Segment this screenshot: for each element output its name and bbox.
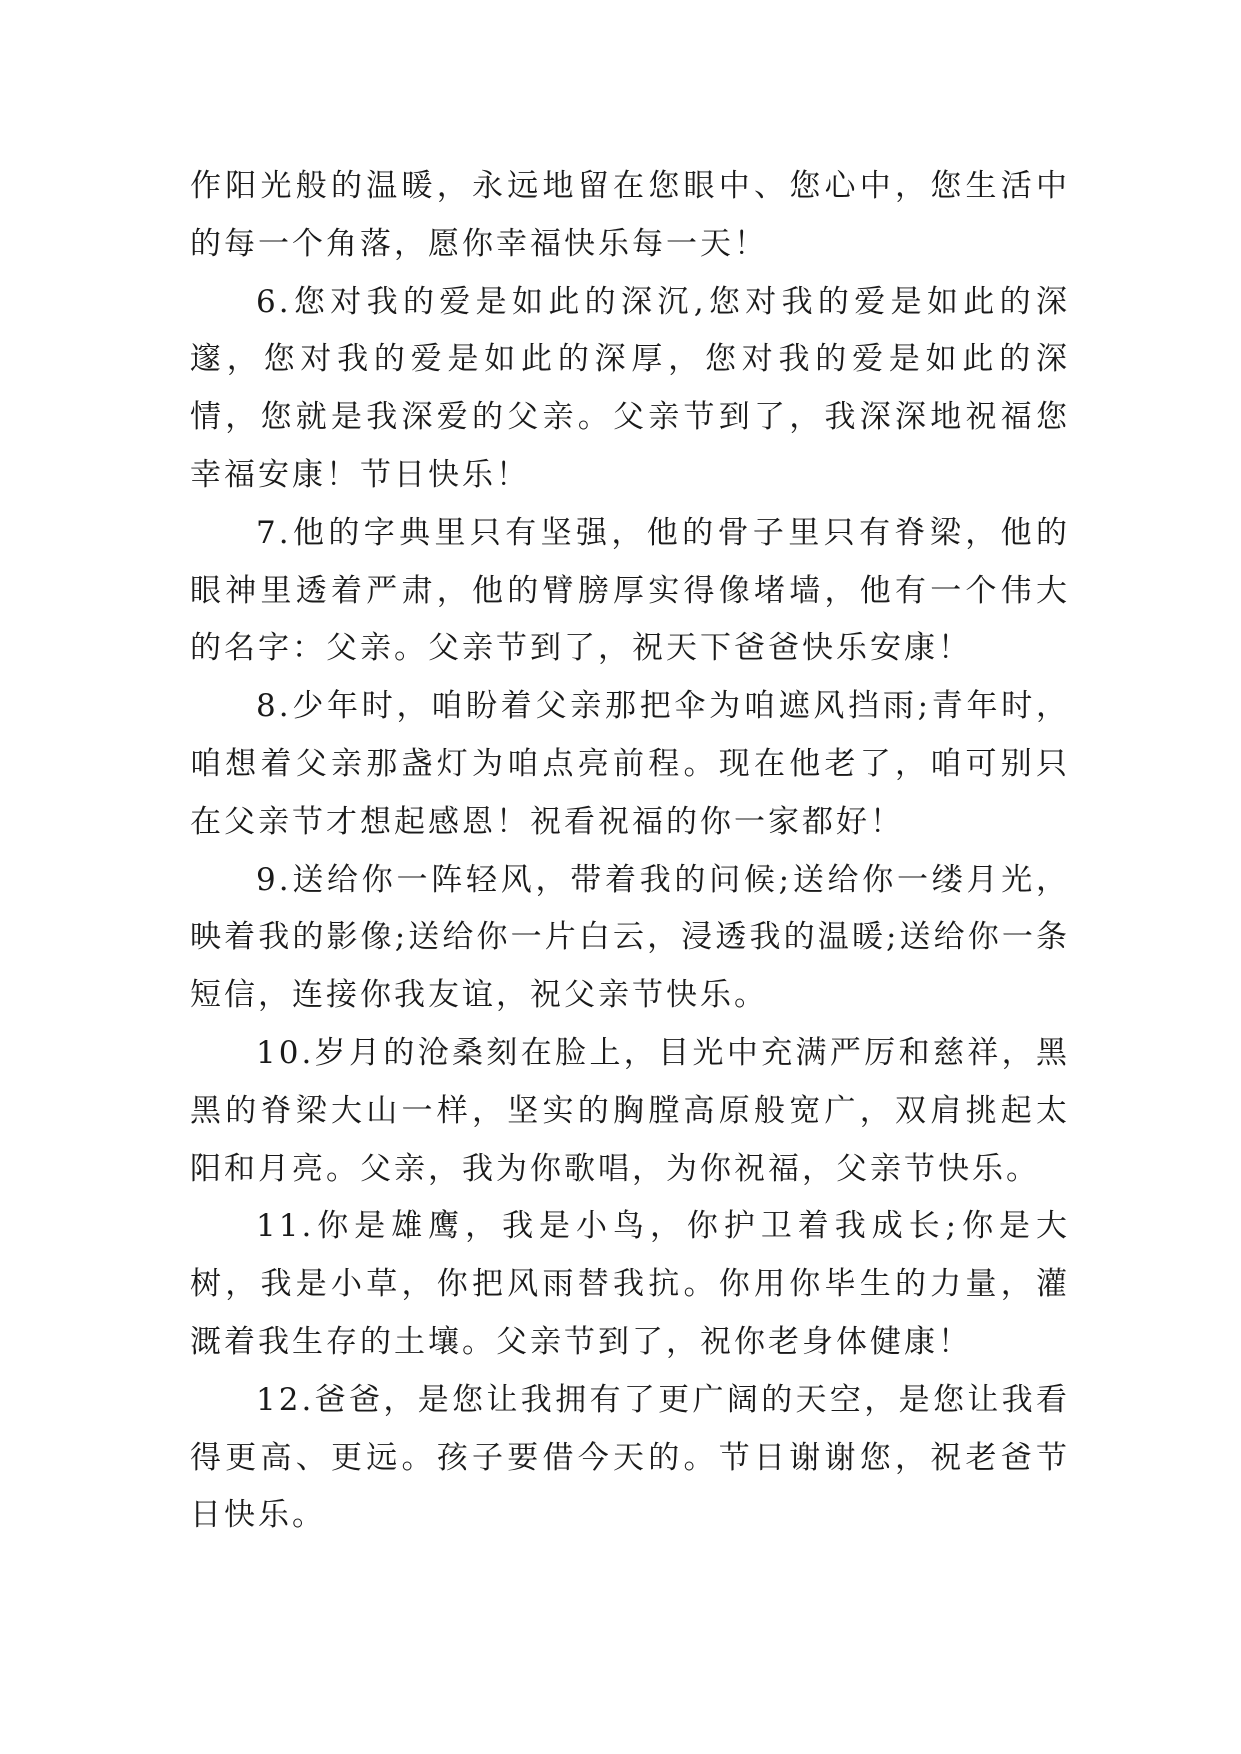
paragraph-12: 12.爸爸，是您让我拥有了更广阔的天空，是您让我看得更高、更远。孩子要借今天的。节日谢谢您，祝老爸节日快乐。 (190, 1381, 1070, 1534)
paragraph-5-continued: 作阳光般的温暖，永远地留在您眼中、您心中，您生活中的每一个角落，愿你幸福快乐每一天！ (190, 168, 1070, 262)
paragraph-11: 11.你是雄鹰，我是小鸟，你护卫着我成长;你是大树，我是小草，你把风雨替我抗。你用你毕生的力量，灌溉着我生存的土壤。父亲节到了，祝你老身体健康！ (190, 1208, 1070, 1360)
paragraph-10: 10.岁月的沧桑刻在脸上，目光中充满严厉和慈祥，黑黑的脊梁大山一样，坚实的胸膛高原般宽广，双肩挑起太阳和月亮。父亲，我为你歌唱，为你祝福，父亲节快乐。 (190, 1034, 1070, 1187)
paragraph-6: 6.您对我的爱是如此的深沉,您对我的爱是如此的深邃，您对我的爱是如此的深厚，您对我的爱是如此的深情，您就是我深爱的父亲。父亲节到了，我深深地祝福您幸福安康！节日快乐！ (190, 283, 1070, 493)
paragraph-8: 8.少年时，咱盼着父亲那把伞为咱遮风挡雨;青年时，咱想着父亲那盏灯为咱点亮前程。现在他老了，咱可别只在父亲节才想起感恩！祝看祝福的你一家都好！ (190, 688, 1070, 840)
paragraph-9: 9.送给你一阵轻风，带着我的问候;送给你一缕月光，映着我的影像;送给你一片白云，浸透我的温暖;送给你一条短信，连接你我友谊，祝父亲节快乐。 (190, 861, 1070, 1014)
paragraph-7: 7.他的字典里只有坚强，他的骨子里只有脊梁，他的眼神里透着严肃，他的臂膀厚实得像堵墙，他有一个伟大的名字：父亲。父亲节到了，祝天下爸爸快乐安康！ (190, 514, 1070, 667)
body-text (190, 158, 1070, 1545)
